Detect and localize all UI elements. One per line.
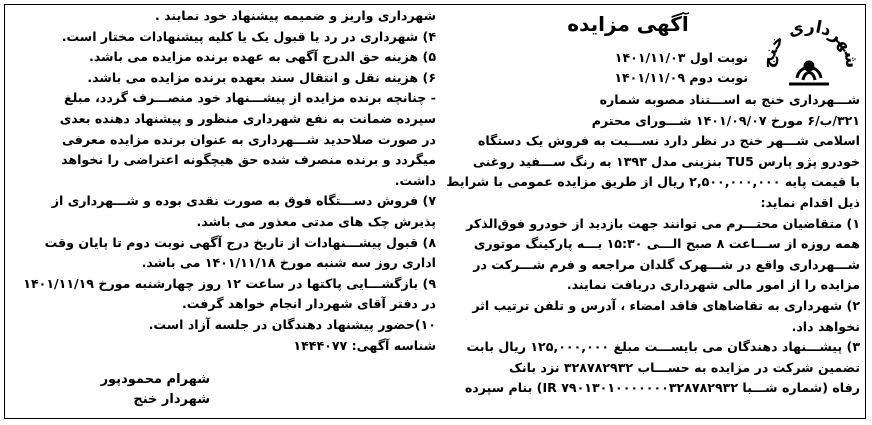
notice-title: آگهی مزایده [567, 12, 689, 36]
text-line: ذیل اقدام نماید: [760, 194, 860, 210]
text-line: تضمین شرکت در مزایده به حســـاب ۳۲۸۷۸۲۹۳۲ نزد بانک [509, 359, 860, 375]
text-line: داشت. [394, 172, 436, 188]
text-line: ۴) شهرداری در رد یا قبول یک یا کلیه پیشنهادات مختار است. [61, 28, 436, 44]
text-line: ۶) هزینه نقل و انتقال سند بعهده برنده مزایده می باشد. [87, 69, 436, 85]
text-line: در دفتر آقای شهردار انجام خواهد گرفت. [182, 296, 436, 312]
text-line: خودرو پژو پارس TU5 بنزینی مدل ۱۳۹۳ به رنگ ســـفید روغنی [472, 153, 860, 169]
left-column-text [8, 6, 436, 356]
text-line: ۲) شهرداری به تقاضاهای فاقد امضاء ، آدرس و تلفن ترتیب اثر [472, 297, 860, 313]
right-column-text [446, 90, 860, 399]
text-line: ۷) فروش دســـتگاه فوق به صورت نقدی بوده و شـــهرداری از [51, 193, 436, 209]
text-line: مزایده را از امور مالی شهرداری دریافت نمایند. [566, 277, 860, 293]
text-line: ۳) پیشـــنهاد دهندگان می بایســـت مبلغ ۱۲۵,۰۰۰,۰۰۰ ریال بابت [466, 339, 860, 355]
text-line: در صورت صلاحدید شـــهرداری به عنوان برنده مزایده معرفی [61, 131, 436, 147]
text-line: ۵) هزینه حق الدرج آگهی به عهده برنده مزایده می باشد. [89, 49, 436, 65]
text-line: ۸) قبول پیشـــنهادات از تاریخ درج آگهی نوبت دوم تا پایان وقت [44, 234, 436, 250]
text-line: شهرداری واریز و ضمیمه پیشنهاد خود نمایند . [154, 8, 436, 23]
text-line: - چنانچه برنده مزایده از پیشـــنهاد خود منصـــرف گردد، مبلغ [64, 90, 436, 106]
text-line: شـــهرداری خنج به اســـتناد مصوبه شماره [599, 92, 860, 107]
logo-text: هرداری خنج [760, 16, 857, 69]
publication-turns [608, 48, 748, 88]
text-line: ۱۰)حضور پیشنهاد دهندگان در جلسه آزاد است. [148, 316, 436, 332]
municipality-seal-icon [760, 12, 858, 94]
text-line: پذیرش چک های مدتی معذور می باشد. [196, 213, 436, 229]
text-line: شـــهرداری واقع در شـــهرک گلدان مراجعه و فرم شـــرکت در [473, 256, 860, 272]
text-line: ۹) بازگشـــایی پاکتها در ساعت ۱۲ روز چهارشنبه مورخ ۱۴۰۱/۱۱/۱۹ [23, 275, 436, 291]
text-line: میگردد و برنده منصرف شده حق هیچگونه اعتراضی را نخواهد [61, 152, 436, 168]
turn-first: نوبت اول ۱۴۰۱/۱۱/۰۳ [614, 50, 748, 65]
text-line: اداری روز سه شنبه مورخ ۱۴۰۱/۱۱/۱۸ می باشد. [141, 255, 436, 271]
ad-id: شناسه آگهی: ۱۴۴۴۰۷۷ [293, 337, 436, 353]
municipality-logo [760, 12, 858, 94]
text-line: با قیمت پایه ۲,۵۰۰,۰۰۰,۰۰۰ ریال از طریق مزایده عمومی با شرایط [446, 174, 860, 190]
text-line: ۳۲۱/ب/۶ مورخ ۱۴۰۱/۰۹/۰۷ شـــورای محترم [591, 112, 860, 128]
text-line: نخواهد داد. [791, 318, 860, 334]
turn-second: نوبت دوم ۱۴۰۱/۱۱/۰۹ [614, 70, 748, 85]
text-line: سپرده ضمانت به نفع شهرداری منظور و پیشنهاد دهنده بعدی [59, 110, 436, 126]
signature-role: شهردار خنج [133, 392, 210, 407]
signature-name: شهرام محمودپور [100, 372, 210, 387]
text-line: همه روزه از ســـاعت ۸ صبح الـــی ۱۵:۳۰ بـــه پارکینگ موتوری [473, 236, 860, 252]
text-line: ۱) متقاضیان محتـــرم می توانند جهت بازدید از خودرو فوق‌الذکر [466, 215, 860, 231]
text-line: رفاه (شماره شـــبا IR ۷۹۰۱۳۰۱۰۰۰۰۰۰۰۳۲۸۷۸۲۹۳۲) بنام سپرده [464, 380, 860, 396]
text-line: اسلامی شـــهر خنج در نظر دارد نســـبت به فروش یک دستگاه [477, 133, 860, 149]
